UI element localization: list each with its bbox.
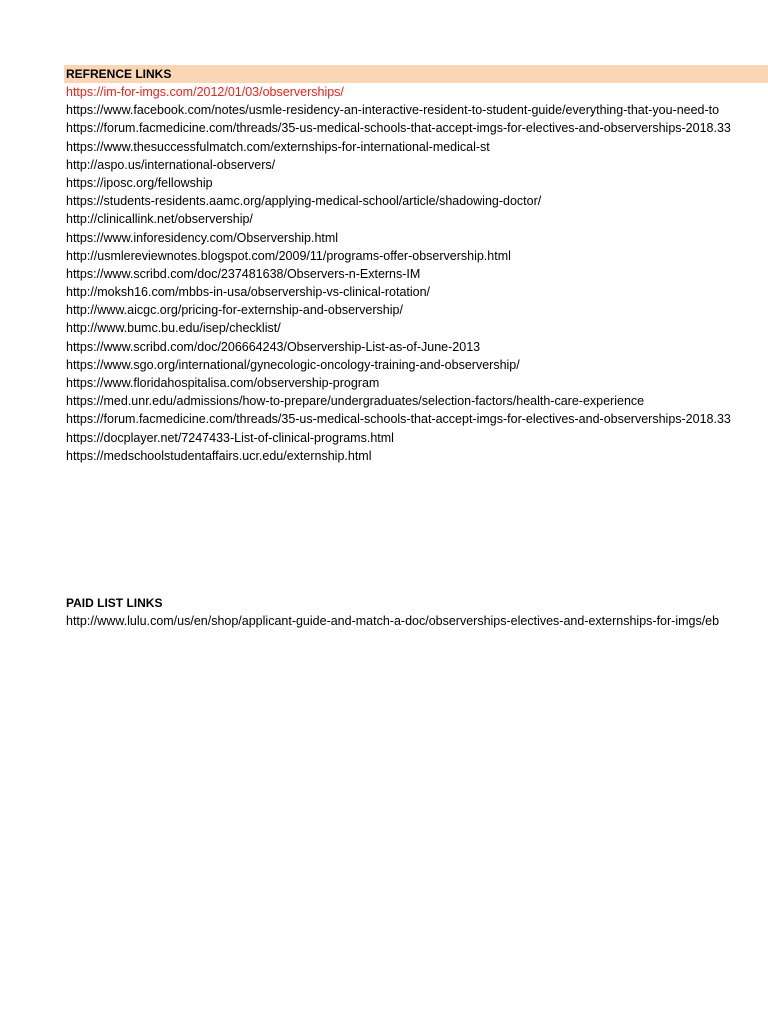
paid-list-links-title: PAID LIST LINKS [66,596,163,610]
reference-link[interactable]: https://www.sgo.org/international/gynecologic-oncology-training-and-observership/ [66,357,520,372]
reference-link[interactable]: https://docplayer.net/7247433-List-of-clinical-programs.html [66,430,394,445]
reference-link[interactable]: https://students-residents.aamc.org/applying-medical-school/article/shadowing-doctor/ [66,194,542,209]
reference-link-highlighted[interactable]: https://im-for-imgs.com/2012/01/03/observerships/ [66,85,344,99]
reference-link[interactable]: https://www.thesuccessfulmatch.com/externships-for-international-medical-st [66,139,490,154]
paid-links-list [66,612,768,630]
reference-links-list [66,83,768,465]
reference-link[interactable]: https://www.facebook.com/notes/usmle-residency-an-interactive-resident-to-student-guide/everything-that-you-need-to [66,103,720,118]
reference-link[interactable]: http://usmlereviewnotes.blogspot.com/2009/11/programs-offer-observership.html [66,248,511,263]
reference-link[interactable]: https://forum.facmedicine.com/threads/35-us-medical-schools-that-accept-imgs-for-electives-and-observerships-2018.33 [66,412,731,427]
reference-link[interactable]: https://www.scribd.com/doc/206664243/Observership-List-as-of-June-2013 [66,339,481,354]
reference-link[interactable]: http://clinicallink.net/observership/ [66,212,253,227]
reference-link[interactable]: https://www.floridahospitalisa.com/observership-program [66,376,380,390]
reference-link[interactable]: https://forum.facmedicine.com/threads/35-us-medical-schools-that-accept-imgs-for-electives-and-observerships-2018.33 [66,121,731,136]
reference-link[interactable]: https://www.inforesidency.com/Observership.html [66,230,339,245]
reference-link[interactable]: https://med.unr.edu/admissions/how-to-prepare/undergraduates/selection-factors/health-care-experience [66,394,645,409]
reference-links-title: REFRENCE LINKS [66,67,172,81]
reference-link[interactable]: https://iposc.org/fellowship [66,175,213,190]
reference-link[interactable]: http://aspo.us/international-observers/ [66,157,276,172]
reference-link[interactable]: http://moksh16.com/mbbs-in-usa/observership-vs-clinical-rotation/ [66,285,431,300]
reference-link[interactable]: https://www.scribd.com/doc/237481638/Observers-n-Externs-IM [66,266,421,281]
paid-link[interactable]: http://www.lulu.com/us/en/shop/applicant-guide-and-match-a-doc/observerships-electives-and-externships-for-imgs/eb [66,614,720,628]
reference-link[interactable]: http://www.aicgc.org/pricing-for-externship-and-observership/ [66,303,403,318]
reference-link[interactable]: http://www.bumc.bu.edu/isep/checklist/ [66,321,281,336]
reference-link[interactable]: https://medschoolstudentaffairs.ucr.edu/externship.html [66,448,372,463]
